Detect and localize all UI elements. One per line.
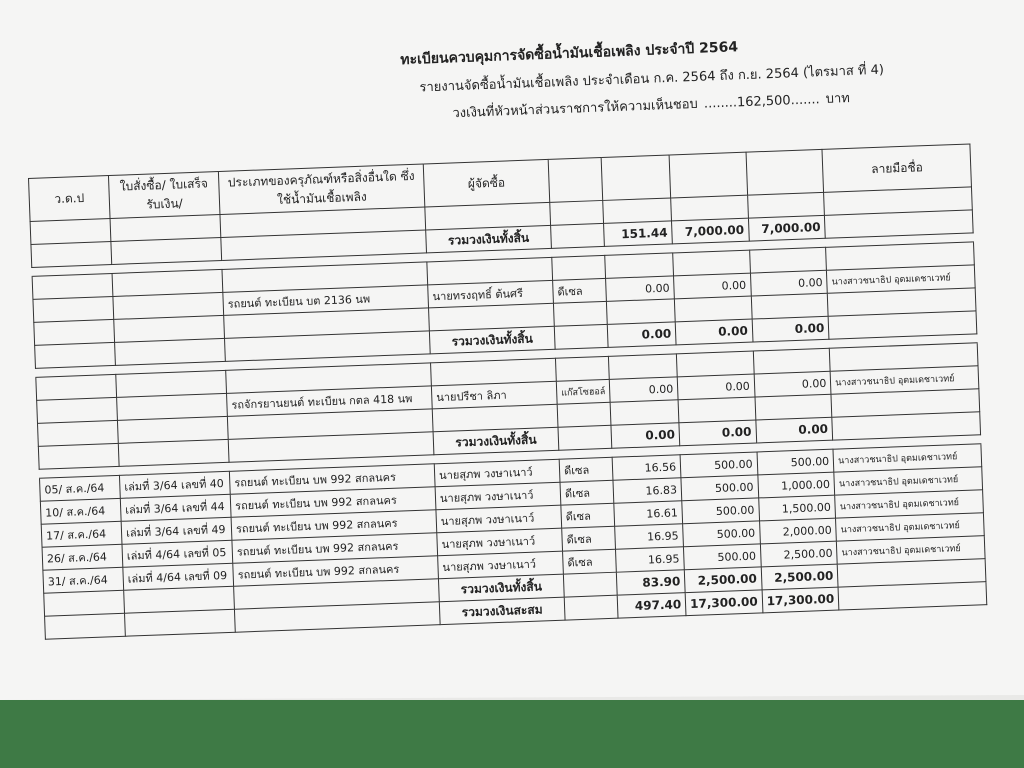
sum-label: รวมวงเงินทั้งสิ้น — [438, 574, 564, 602]
sum-label: รวมวงเงินทั้งสิ้น — [426, 225, 552, 253]
vehicle-cell: รถยนต์ ทะเบียน บพ 992 สกลนคร — [231, 510, 437, 540]
cumulative-cell: 0.00 — [750, 270, 827, 296]
sum-amount: 2,500.00 — [684, 567, 761, 593]
cumulative-label: รวมวงเงินสะสม — [439, 597, 565, 625]
header-type: ประเภทของครุภัณฑ์หรือสิ่งอื่นใด ซึ่งใช้น้ำมันเชื้อเพลิง — [218, 164, 424, 214]
sum-cumulative: 7,000.00 — [748, 215, 825, 241]
sum-label: รวมวงเงินทั้งสิ้น — [433, 427, 559, 455]
cumulative-liters: 497.40 — [617, 593, 686, 618]
sum-liters: 151.44 — [604, 221, 673, 246]
date-cell: 10/ ส.ค./64 — [40, 498, 121, 524]
buyer-cell: นายปรีชา ลิภา — [431, 381, 557, 409]
amount-cell: 500.00 — [684, 544, 761, 570]
header-liters — [601, 155, 671, 200]
sum-label: รวมวงเงินทั้งสิ้น — [429, 326, 555, 354]
vehicle-cell: รถยนต์ ทะเบียน บพ 992 สกลนคร — [229, 464, 435, 494]
sum-amount: 0.00 — [675, 319, 752, 345]
signature-cell: นางสาวชนาธิป อุดมเดชาเวทย์ — [834, 467, 983, 495]
order-cell: เล่มที่ 3/64 เลขที่ 40 — [119, 471, 230, 498]
header-signature: ลายมือชื่อ — [822, 144, 971, 192]
fuel-register-table — [28, 143, 988, 639]
sum-cumulative: 2,500.00 — [761, 564, 838, 590]
header-fuel — [548, 157, 603, 202]
header-cumulative — [746, 149, 824, 195]
sum-amount: 7,000.00 — [672, 218, 749, 244]
buyer-cell: นายสุภพ วงษาเนาว์ — [435, 482, 561, 510]
sum-liters: 0.00 — [611, 423, 680, 448]
buyer-cell: นายสุภพ วงษาเนาว์ — [436, 505, 562, 533]
liters-cell: 16.95 — [615, 524, 684, 549]
vehicle-cell: รถจักรยานยนต์ ทะเบียน กตล 418 นพ — [227, 386, 433, 416]
signature-cell: นางสาวชนาธิป อุดมเดชาเวทย์ — [835, 490, 984, 518]
buyer-cell: นายสุภพ วงษาเนาว์ — [434, 459, 560, 487]
cumulative-cell: 1,000.00 — [758, 472, 835, 498]
fuel-cell: ดีเซล — [560, 480, 614, 505]
fuel-cell: ดีเซล — [562, 526, 616, 551]
desk-background — [0, 690, 1024, 768]
amount-cell: 500.00 — [683, 521, 760, 547]
sum-cumulative: 0.00 — [752, 316, 829, 342]
budget-prefix: วงเงินที่หัวหน้าส่วนราชการให้ความเห็นชอบ — [452, 96, 699, 122]
sum-amount: 0.00 — [679, 420, 756, 446]
date-cell: 26/ ส.ค./64 — [42, 544, 123, 570]
sum-liters: 0.00 — [607, 322, 676, 347]
cumulative-amount: 17,300.00 — [685, 590, 762, 616]
header-amount — [669, 152, 747, 198]
cumulative-cell: 500.00 — [757, 449, 834, 475]
fuel-cell: ดีเซล — [561, 503, 615, 528]
cumulative-total: 17,300.00 — [762, 587, 839, 613]
buyer-cell: นายสุภพ วงษาเนาว์ — [437, 528, 563, 556]
signature-cell: นางสาวชนาธิป อุดมเดชาเวทย์ — [827, 265, 976, 293]
amount-cell: 500.00 — [680, 452, 757, 478]
liters-cell: 16.56 — [612, 455, 681, 480]
liters-cell: 0.00 — [609, 377, 678, 402]
buyer-cell: นายทรงฤทธิ์ ต้นศรี — [428, 280, 554, 308]
order-cell: เล่มที่ 4/64 เลขที่ 05 — [122, 540, 233, 567]
amount-cell: 0.00 — [674, 273, 751, 299]
liters-cell: 16.83 — [613, 478, 682, 503]
cumulative-cell: 2,000.00 — [759, 518, 836, 544]
amount-cell: 500.00 — [682, 498, 759, 524]
vehicle-cell: รถยนต์ ทะเบียน บพ 992 สกลนคร — [233, 556, 439, 586]
cumulative-cell: 1,500.00 — [758, 495, 835, 521]
document-title: ทะเบียนควบคุมการจัดซื้อน้ำมันเชื้อเพลิง ประจำปี 2564 — [400, 39, 739, 69]
date-cell: 17/ ส.ค./64 — [41, 521, 122, 547]
signature-cell: นางสาวชนาธิป อุดมเดชาเวทย์ — [837, 536, 986, 564]
vehicle-cell: รถยนต์ ทะเบียน บพ 992 สกลนคร — [232, 533, 438, 563]
budget-value: ........162,500....... — [703, 92, 820, 112]
fuel-register-table-wrapper — [28, 143, 988, 639]
order-cell: เล่มที่ 3/64 เลขที่ 44 — [120, 494, 231, 521]
fuel-cell: ดีเซล — [553, 278, 607, 303]
amount-cell: 0.00 — [677, 374, 754, 400]
fuel-cell: แก๊สโซฮอล์ — [556, 379, 610, 404]
header-date: ว.ด.ป — [29, 176, 111, 222]
signature-cell: นางสาวชนาธิป อุดมเดชาเวทย์ — [830, 366, 979, 394]
order-cell: เล่มที่ 3/64 เลขที่ 49 — [121, 517, 232, 544]
amount-cell: 500.00 — [681, 475, 758, 501]
sum-cumulative: 0.00 — [756, 417, 833, 443]
header-order: ใบสั่งซื้อ/ ใบเสร็จรับเงิน/ — [108, 172, 220, 219]
vehicle-cell: รถยนต์ ทะเบียน บพ 992 สกลนคร — [230, 487, 436, 517]
document-subtitle: รายงานจัดซื้อน้ำมันเชื้อเพลิง ประจำเดือน ก.ค. 2564 ถึง ก.ย. 2564 (ไตรมาส ที่ 4) — [419, 62, 885, 96]
vehicle-cell: รถยนต์ ทะเบียน บต 2136 นพ — [223, 285, 429, 315]
date-cell: 31/ ส.ค./64 — [43, 567, 124, 593]
fuel-cell: ดีเซล — [559, 457, 613, 482]
budget-unit: บาท — [825, 91, 851, 107]
signature-cell: นางสาวชนาธิป อุดมเดชาเวทย์ — [833, 444, 982, 472]
order-cell: เล่มที่ 4/64 เลขที่ 09 — [123, 563, 234, 590]
signature-cell: นางสาวชนาธิป อุดมเดชาเวทย์ — [836, 513, 985, 541]
liters-cell: 16.61 — [614, 501, 683, 526]
header-buyer: ผู้จัดซื้อ — [423, 159, 549, 207]
liters-cell: 0.00 — [606, 276, 675, 301]
sum-liters: 83.90 — [616, 570, 685, 595]
date-cell: 05/ ส.ค./64 — [40, 475, 121, 501]
buyer-cell: นายสุภพ วงษาเนาว์ — [438, 551, 564, 579]
cumulative-cell: 0.00 — [754, 371, 831, 397]
cumulative-cell: 2,500.00 — [760, 541, 837, 567]
fuel-cell: ดีเซล — [563, 549, 617, 574]
liters-cell: 16.95 — [616, 547, 685, 572]
